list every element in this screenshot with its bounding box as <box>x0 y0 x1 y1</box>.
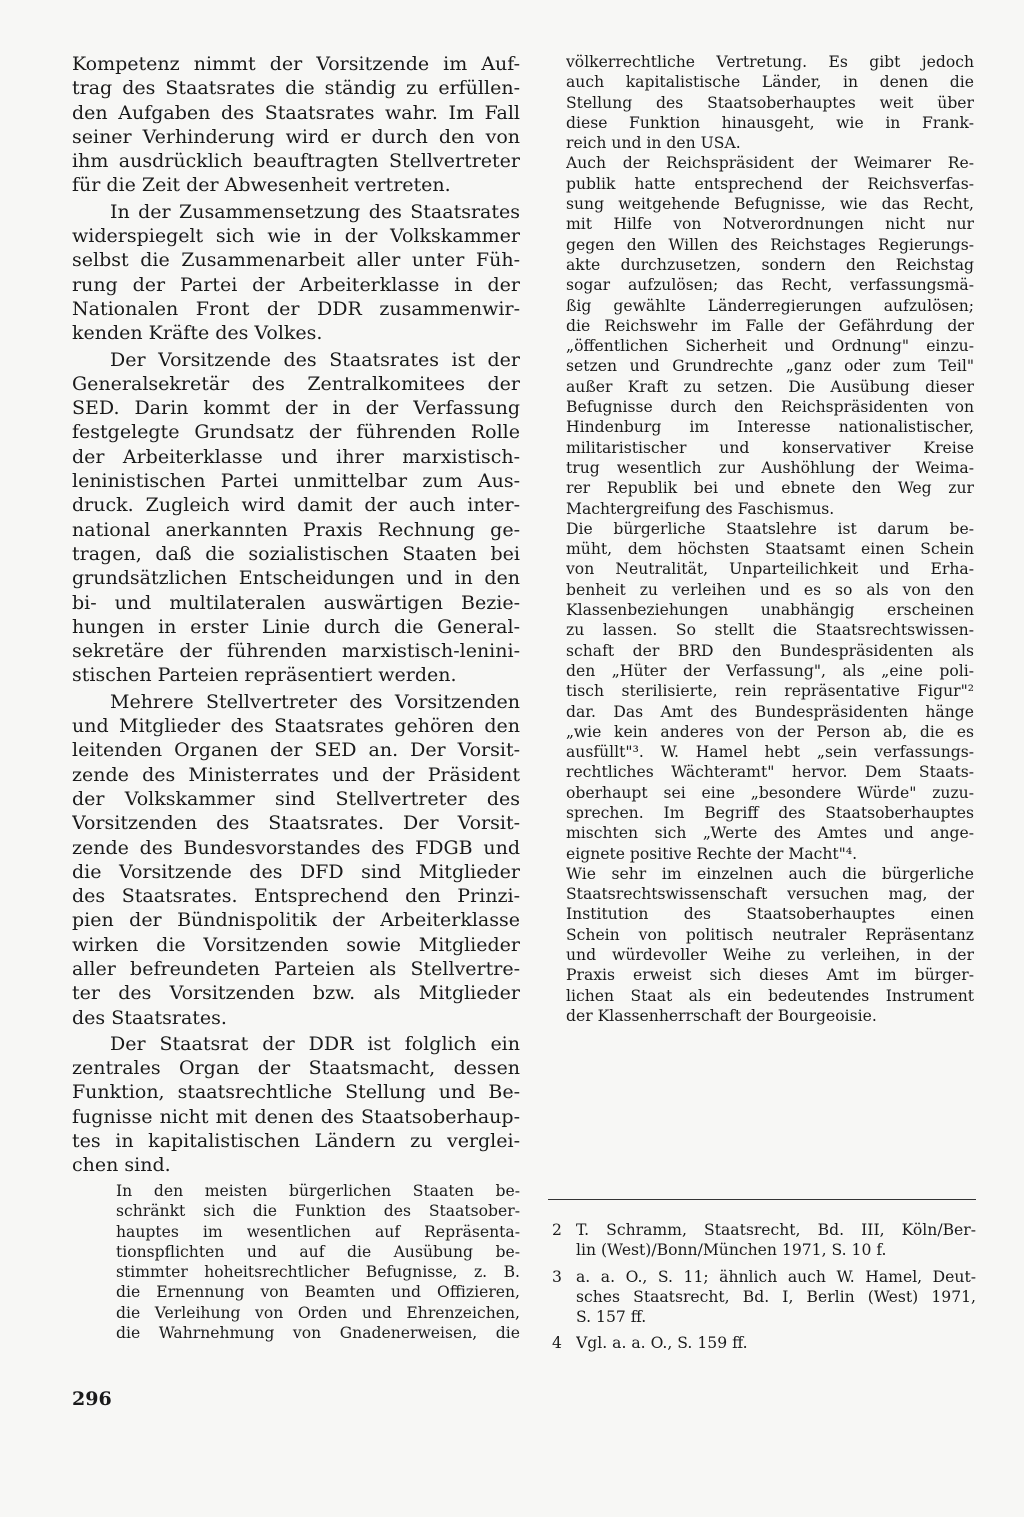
text-line: sung weitgehende Befugnisse, wie das Recht, <box>566 195 974 214</box>
footnote-line: T. Schramm, Staatsrecht, Bd. III, Köln/Ber- <box>576 1221 976 1239</box>
text-line: Stellung des Staatsoberhauptes weit über <box>566 93 974 112</box>
left-note-block <box>116 1181 520 1343</box>
text-line: publik hatte entsprechend der Reichsverfas- <box>566 174 974 193</box>
text-line: Institution des Staatsoberhauptes einen <box>566 905 974 924</box>
text-line: kenden Kräfte des Volkes. <box>72 322 323 345</box>
footnote-number: 4 <box>552 1334 562 1353</box>
text-line: und würdevoller Weihe zu verleihen, in der <box>566 946 974 965</box>
text-line: benheit zu verleihen und es so als von den <box>566 580 974 599</box>
text-line: grundsätzlichen Entscheidungen und in den <box>72 567 520 590</box>
text-line: den „Hüter der Verfassung", als „eine poli- <box>566 661 974 680</box>
text-line: außer Kraft zu setzen. Die Ausübung dieser <box>566 377 974 396</box>
text-line: rer Republik bei und ebnete den Weg zur <box>566 479 974 498</box>
footnote <box>552 1333 976 1353</box>
text-line: des Staatsrates. <box>72 1006 227 1029</box>
text-line: Generalsekretär des Zentralkomitees der <box>72 372 520 395</box>
text-line: schaft der BRD den Bundespräsidenten als <box>566 641 974 660</box>
text-line: hauptes im wesentlichen auf Repräsenta- <box>116 1222 520 1241</box>
text-line: Die bürgerliche Staatslehre ist darum be- <box>566 519 974 538</box>
footnote-line: a. a. O., S. 11; ähnlich auch W. Hamel, Deut- <box>576 1267 976 1286</box>
right-column <box>566 52 974 1026</box>
text-line: Staatsrechtswissenschaft versuchen mag, der <box>566 885 974 904</box>
text-line: trug wesentlich zur Aushöhlung der Weima- <box>566 458 974 477</box>
text-line: bi- und multilateralen auswärtigen Bezie- <box>72 591 520 614</box>
text-line: eignete positive Rechte der Macht"⁴. <box>566 844 858 863</box>
text-line: „wie kein anderes von der Person ab, die es <box>566 722 974 741</box>
text-line: selbst die Zusammenarbeit aller unter Füh- <box>72 249 520 272</box>
text-line: rung der Partei der Arbeiterklasse in der <box>72 273 520 296</box>
text-line: SED. Darin kommt der in der Verfassung <box>72 397 520 420</box>
footnote <box>552 1267 976 1328</box>
text-line: Auch der Reichspräsident der Weimarer Re- <box>566 154 974 173</box>
text-line: auch kapitalistische Länder, in denen die <box>566 73 974 92</box>
text-line: ßig gewählte Länderregierungen aufzulösen; <box>566 296 974 315</box>
text-line: tes in kapitalistischen Ländern zu verglei- <box>72 1130 520 1153</box>
text-line: lichen Staat als ein bedeutendes Instrument <box>566 986 974 1005</box>
text-line: In der Zusammensetzung des Staatsrates <box>110 200 520 223</box>
text-line: militaristischer und konservativer Kreise <box>566 438 974 457</box>
text-line: für die Zeit der Abwesenheit vertreten. <box>72 174 451 197</box>
text-line: festgelegte Grundsatz der führenden Rolle <box>72 421 520 444</box>
text-line: zentrales Organ der Staatsmacht, dessen <box>72 1057 520 1080</box>
text-line: Nationalen Front der DDR zusammenwir- <box>72 297 520 320</box>
text-line: ausfüllt"³. W. Hamel hebt „sein verfassungs- <box>566 743 974 762</box>
text-line: oberhaupt sei eine „besondere Würde" zuzu- <box>566 783 974 802</box>
text-line: Hindenburg im Interesse nationalistischer, <box>566 418 974 437</box>
text-line: sogar aufzulösen; das Recht, verfassungsmä- <box>566 276 974 295</box>
text-line: die Wahrnehmung von Gnadenerweisen, die <box>116 1324 520 1343</box>
text-line: Praxis erweist sich dieses Amt im bürger- <box>566 966 974 985</box>
footnote <box>552 1220 976 1261</box>
text-line: hungen in erster Linie durch die General- <box>72 615 520 638</box>
text-line: Funktion, staatsrechtliche Stellung und Be- <box>72 1081 520 1104</box>
text-line: tragen, daß die sozialistischen Staaten bei <box>72 542 520 565</box>
text-line: In den meisten bürgerlichen Staaten be- <box>116 1182 520 1200</box>
text-line: gegen den Willen des Reichstages Regierungs- <box>566 235 974 254</box>
text-line: die Verleihung von Orden und Ehrenzeichen, <box>116 1303 520 1322</box>
text-line: aller befreundeten Parteien als Stellvertre- <box>72 957 520 980</box>
text-line: akte durchzusetzen, sondern den Reichstag <box>566 255 974 274</box>
text-line: mit Hilfe von Notverordnungen nicht nur <box>566 215 974 234</box>
text-line: leitenden Organen der SED an. Der Vorsit- <box>72 739 520 762</box>
text-line: Vorsitzenden des Staatsrates. Der Vorsit- <box>72 812 520 835</box>
text-line: Klassenbeziehungen unabhängig erscheinen <box>566 601 974 620</box>
text-line: sprechen. Im Begriff des Staatsoberhauptes <box>566 803 974 822</box>
text-line: Der Staatsrat der DDR ist folglich ein <box>110 1032 520 1055</box>
text-line: zende des Ministerrates und der Präsident <box>72 763 520 786</box>
text-line: tionspflichten und auf die Ausübung be- <box>116 1242 520 1261</box>
text-line: fugnisse nicht mit denen des Staatsoberhaup- <box>72 1105 520 1128</box>
text-line: dar. Das Amt des Bundespräsidenten hänge <box>566 702 974 721</box>
text-line: völkerrechtliche Vertretung. Es gibt jedoch <box>566 53 974 71</box>
text-line: die Reichswehr im Falle der Gefährdung der <box>566 316 974 335</box>
text-line: Schein von politisch neutraler Repräsentanz <box>566 925 974 944</box>
text-line: widerspiegelt sich wie in der Volkskammer <box>72 225 520 248</box>
text-line: die Ernennung von Beamten und Offizieren, <box>116 1283 520 1302</box>
text-line: Kompetenz nimmt der Vorsitzende im Auf- <box>72 53 520 75</box>
text-line: tisch sterilisierte, rein repräsentative Figur"² <box>566 682 974 701</box>
text-line: des Staatsrates. Entsprechend den Prinzi- <box>72 885 520 908</box>
footnote-line: Vgl. a. a. O., S. 159 ff. <box>576 1334 748 1353</box>
text-line: stimmter hoheitsrechtlicher Befugnisse, z. B. <box>116 1263 520 1282</box>
text-line: mischten sich „Werte des Amtes und ange- <box>566 824 974 843</box>
text-line: reich und in den USA. <box>566 134 741 153</box>
text-line: stischen Parteien repräsentiert werden. <box>72 664 457 687</box>
text-line: setzen und Grundrechte „ganz oder zum Teil" <box>566 357 974 376</box>
page-number: 296 <box>72 1388 112 1410</box>
text-line: der Arbeiterklasse und ihrer marxistisch- <box>72 445 520 468</box>
text-line: von Neutralität, Unparteilichkeit und Erha- <box>566 560 974 579</box>
text-line: der Klassenherrschaft der Bourgeoisie. <box>566 1006 877 1025</box>
text-line: rechtliches Wächteramt" hervor. Dem Staats- <box>566 763 974 782</box>
text-line: wirken die Vorsitzenden sowie Mitglieder <box>72 933 520 956</box>
footnote-number: 3 <box>552 1267 562 1286</box>
text-line: „öffentlichen Sicherheit und Ordnung" einzu- <box>566 337 974 356</box>
footnotes <box>552 1220 976 1360</box>
text-line: leninistischen Partei unmittelbar zum Aus- <box>72 470 520 493</box>
text-line: Wie sehr im einzelnen auch die bürgerliche <box>566 864 974 883</box>
text-line: druck. Zugleich wird damit der auch inter- <box>72 494 520 517</box>
text-line: zu lassen. So stellt die Staatsrechtswissen- <box>566 621 974 640</box>
footnote-line: sches Staatsrecht, Bd. I, Berlin (West) 1971, <box>576 1287 976 1306</box>
text-line: Machtergreifung des Faschismus. <box>566 499 835 518</box>
text-line: pien der Bündnispolitik der Arbeiterklasse <box>72 909 520 932</box>
text-line: ihm ausdrücklich beauftragten Stellvertreter <box>72 150 520 173</box>
text-line: trag des Staatsrates die ständig zu erfüllen- <box>72 77 520 100</box>
left-column <box>72 52 520 1178</box>
text-line: ter des Vorsitzenden bzw. als Mitglieder <box>72 982 520 1005</box>
footnote-rule <box>548 1199 976 1200</box>
text-line: Mehrere Stellvertreter des Vorsitzenden <box>110 690 520 713</box>
text-line: national anerkannten Praxis Rechnung ge- <box>72 518 520 541</box>
text-line: schränkt sich die Funktion des Staatsober- <box>116 1202 520 1221</box>
text-line: und Mitglieder des Staatsrates gehören den <box>72 715 520 738</box>
text-line: diese Funktion hinausgeht, wie in Frank- <box>566 113 974 132</box>
text-line: der Volkskammer sind Stellvertreter des <box>72 787 520 810</box>
footnote-line: lin (West)/Bonn/München 1971, S. 10 f. <box>576 1241 887 1260</box>
footnote-number: 2 <box>552 1221 562 1239</box>
text-line: müht, dem höchsten Staatsamt einen Schein <box>566 540 974 559</box>
footnote-line: S. 157 ff. <box>576 1308 647 1327</box>
text-line: den Aufgaben des Staatsrates wahr. Im Fall <box>72 101 520 124</box>
text-line: sekretäre der führenden marxistisch-lenini- <box>72 640 520 663</box>
text-line: die Vorsitzende des DFD sind Mitglieder <box>72 860 520 883</box>
text-line: seiner Verhinderung wird er durch den von <box>72 125 520 148</box>
text-line: Befugnisse durch den Reichspräsidenten von <box>566 398 974 417</box>
text-line: chen sind. <box>72 1154 171 1177</box>
text-line: Der Vorsitzende des Staatsrates ist der <box>110 348 520 371</box>
text-line: zende des Bundesvorstandes des FDGB und <box>72 836 520 859</box>
